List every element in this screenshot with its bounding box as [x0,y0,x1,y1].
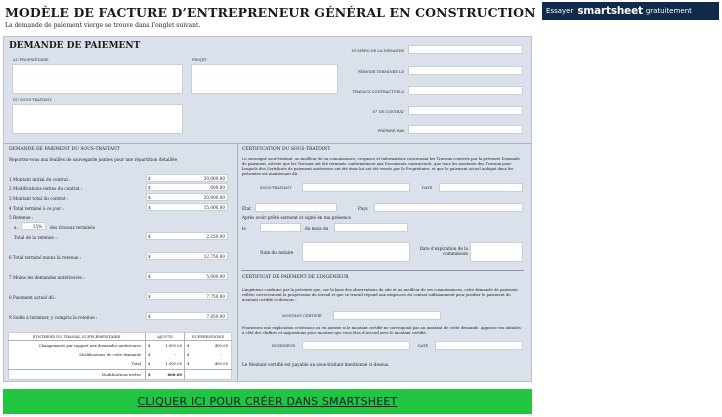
row-8-currency: $ [148,294,151,299]
summary-row-3-label: Total [131,361,141,366]
summary-row-1-add: 1,000.00 [165,343,182,348]
column-divider [237,143,238,381]
row-7-label: 7 Moins les demandes antérieures : [9,275,85,280]
row-3-label: 3 Montant total du contrat : [9,196,69,201]
summary-row-1-del-cur: $ [187,343,190,348]
subcontractor-cert-text: Le soussigné sous-traitant, au meilleur de sa connaissance, croyance et informations concernant les Travaux couverts par la présente Demande de paiement, atteste que les Travaux ont été terminés conformément aux Documents contractuels, que tous les montants des Travaux pour lesquels des Certificats de paiement antérieurs ont été émis lui ont été versés par le Propriétaire, et que le paiement actuel indiqué dans les présentes est maintenant dû. [242,156,520,176]
sworn-text: Après avoir prêté serment et signé en ma présence [242,215,351,220]
summary-net-value: 600.00 [167,372,182,377]
row-9-currency: $ [148,314,151,319]
row-2-currency: $ [148,185,151,190]
row-2-value: 600.00 [210,185,225,190]
summary-row-1-add-cur: $ [148,343,151,348]
explain-text: Fournissez une explication ci-dessous ou en annexe si le montant certifié ne correspond pas au montant de cette demande. Apposez vos initiales à côté des chiffres et majorations pour montrer que vous êtes d’accord avec le montant certifié. [242,325,521,335]
engineer-sign-label: INGÉNIEUR [272,344,295,348]
subcontractor-request-title: DEMANDE DE PAIEMENT DU SOUS-TRAITANT [9,147,120,152]
cert-date-label: DATE [422,186,433,190]
row-6-currency: $ [148,254,151,259]
engineer-date-field[interactable] [435,341,523,350]
row-2-label: 2 Modifications nettes du contrat : [9,186,83,191]
row-4-value: 15,000.00 [203,205,225,210]
request-number-field[interactable] [408,45,523,54]
engineer-sign-field[interactable] [302,341,410,350]
day-field[interactable] [260,223,301,232]
intro-text: Reportez-vous aux feuilles de sauvegarde jointes pour une répartition détaillée [9,157,178,162]
row-3-currency: $ [148,195,151,200]
subcontractor-cert-title: CERTIFICATION DU SOUS-TRAITANT [242,147,331,152]
period-ending-field[interactable] [408,66,523,75]
from-subcontractor-label: DU SOUS-TRAITANT [13,98,52,102]
row-1-label: 1 Montant initial du contrat : [9,177,71,182]
retenue-total-value: 2,250.00 [206,234,225,239]
state-field[interactable] [255,203,337,212]
notary-field[interactable] [302,242,410,262]
row-8-value: 7,750.00 [206,294,225,299]
summary-row-2-add-cur: $ [148,352,151,357]
row-8-label: 8 Paiement actuel dû : [9,295,57,300]
certified-amount-label: MONTANT CERTIFIÉ [282,314,322,318]
form-heading: DEMANDE DE PAIEMENT [9,41,141,51]
smartsheet-banner[interactable] [542,2,719,20]
summary-row-3-del-cur: $ [187,361,190,366]
row-3-value: 20,600.00 [203,195,225,200]
cta-label: CLIQUER ICI POUR CRÉER DANS SMARTSHEET [137,395,398,408]
contract-works-label: TRAVAUX CONTRACTUELS [352,90,404,94]
engineer-cert-text: L’ingénieur confirme par la présente que, sur la base des observations du site et au meilleur de ses connaissances, cette demande de paiement reflète correctement la progression du travail et que ce travail répond aux exigences du contrat suffisamment pour justifier le paiement du montant certifié ci-dessous : [242,287,518,302]
project-label: PROJET [192,58,207,62]
prepared-by-label: PRÉPARÉ PAR [377,129,404,133]
summary-row-2-label: Modifications de cette demande [79,352,141,357]
summary-title: SYNTHÈSE DU TRAVAIL SUPPLÉMENTAIRE [32,334,121,339]
engineer-cert-title: CERTIFICAT DE PAIEMENT DE L’INGÉNIEUR [242,275,349,280]
day-label: le [242,226,246,231]
subcontractor-sign-label: SOUS-TRAITANT [260,186,292,190]
retenue-total-currency: $ [148,234,151,239]
payable-text: Le Montant certifié est payable au sous-traitant mentionné ci-dessus. [242,362,390,367]
retenue-pct: 15% [32,224,42,229]
row-1-currency: $ [148,176,151,181]
summary-col-line-1 [145,332,146,380]
summary-row-2-del: - [220,352,222,357]
country-field[interactable] [374,203,523,212]
create-in-smartsheet-button[interactable] [3,389,532,414]
notary-label: Nom du notaire [260,250,294,255]
summary-net-cur: $ [148,372,151,377]
banner-free-text: gratuitement [645,7,692,15]
row-6-value: 12,750.00 [203,254,225,259]
smartsheet-logo-text: smartsheet [577,5,643,17]
summary-net-label: Modifications nettes [101,372,141,377]
row-7-value: 5,000.00 [206,274,225,279]
month-label: du mois de [305,226,329,231]
to-owner-label: AU PROPRIÉTAIRE [13,58,49,62]
summary-row-2-add: - [174,352,176,357]
summary-row-3-del: 400.00 [214,361,228,366]
page-subtitle: La demande de paiement vierge se trouve dans l’onglet suivant. [5,22,201,29]
period-ending-label: PÉRIODE TERMINÉE LE [357,70,404,74]
row-1-value: 20,000.00 [203,176,225,181]
engineer-date-label: DATE [418,344,429,348]
contract-works-field[interactable] [408,86,523,95]
summary-row-2-del-cur: $ [187,352,190,357]
prepared-by-field[interactable] [408,125,523,134]
retenue-label: 5 Retenue : [9,215,34,220]
row-4-label: 4 Total terminé à ce jour : [9,206,65,211]
contract-no-label: N° DE CONTRAT [372,110,404,114]
from-subcontractor-field[interactable] [12,104,183,134]
summary-row-1-del: 400.00 [214,343,228,348]
request-number-label: NUMÉRO DE LA DEMANDE [351,49,404,53]
subcontractor-sign-field[interactable] [302,183,410,192]
state-label: État [242,206,251,211]
retenue-pct-desc: des travaux terminés [50,225,95,230]
invoice-form [3,36,532,382]
expiry-field[interactable] [470,242,523,262]
summary-col-del: SUPPRESSIONS [191,334,225,339]
engineer-divider [241,270,524,271]
summary-row-3-add-cur: $ [148,361,151,366]
header-divider [4,143,531,144]
row-4-currency: $ [148,205,151,210]
retenue-a: a. [14,225,18,230]
summary-header-line [8,340,232,341]
retenue-total-label: Total de la retenue : [14,235,57,240]
summary-row-1-label: Changements par rapport aux demandes antérieures [38,343,141,348]
certified-amount-field[interactable] [333,311,441,320]
month-field[interactable] [334,223,408,232]
row-6-label: 6 Total terminé moins la retenue : [9,255,82,260]
row-9-label: 9 Solde à terminer, y compris la retenue : [9,315,98,320]
contract-no-field[interactable] [408,106,523,115]
summary-col-add: AJOUTS [157,334,173,339]
cert-date-field[interactable] [439,183,523,192]
summary-net-line [8,369,232,370]
page-title: MODÈLE DE FACTURE D’ENTREPRENEUR GÉNÉRAL EN CONSTRUCTION [5,5,536,20]
to-owner-field[interactable] [12,64,183,94]
summary-row-3-add: 1,000.00 [165,361,182,366]
row-9-value: 7,850.00 [206,314,225,319]
country-label: Pays [358,206,368,211]
summary-col-line-2 [184,332,185,380]
expiry-label: Date d'expiration de la commission [419,246,468,256]
banner-try-text: Essayer [546,7,574,15]
row-7-currency: $ [148,274,151,279]
